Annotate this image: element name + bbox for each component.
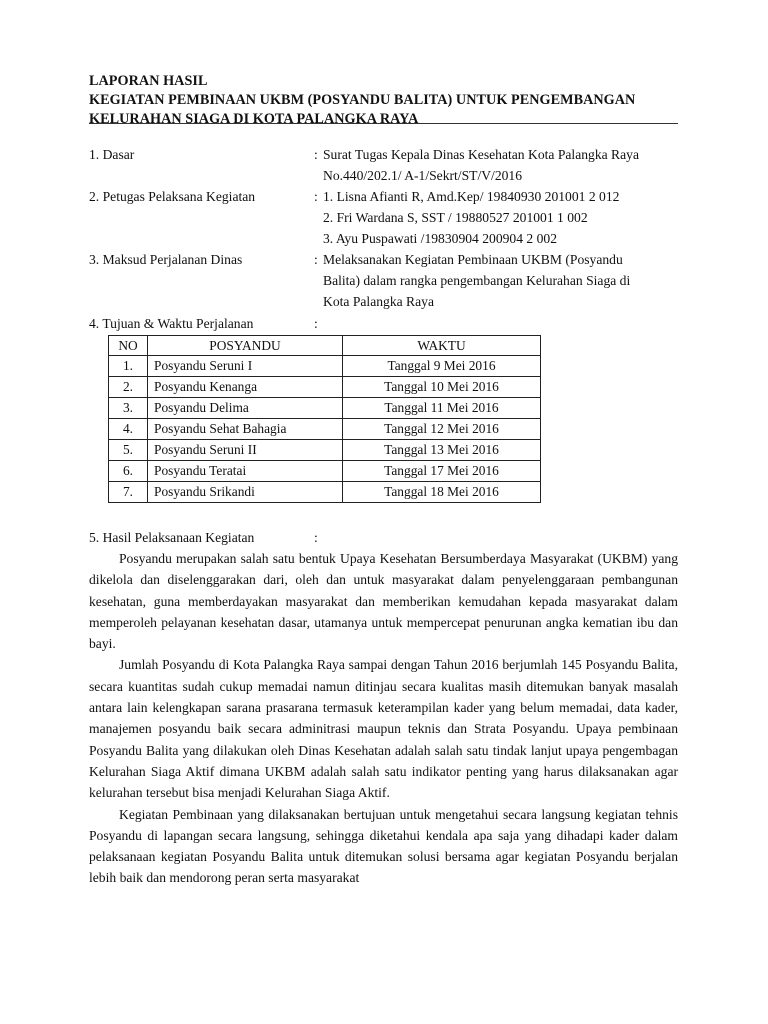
cell-waktu: Tanggal 12 Mei 2016 — [343, 419, 541, 440]
field-label: 4. Tujuan & Waktu Perjalanan — [89, 316, 254, 331]
field-label: 2. Petugas Pelaksana Kegiatan — [89, 189, 256, 204]
paragraph: Kegiatan Pembinaan yang dilaksanakan bertujuan untuk mengetahui secara langsung kegiatan tehnis Posyandu di lapangan secara langsung, sehingga diketahui kendala apa saja yang dihadapi kader dalam pelaksanaan kegiatan Posyandu Balita untuk ditemukan solusi bersama agar kegiatan Posyandu berjalan lebih baik dan mendorong peran serta masyarakat — [89, 806, 678, 886]
header-no: NO — [109, 336, 148, 356]
field-label: 5. Hasil Pelaksanaan Kegiatan — [89, 530, 255, 545]
value-line: Melaksanakan Kegiatan Pembinaan UKBM (Posyandu — [323, 252, 623, 267]
value-line: Kota Palangka Raya — [323, 294, 434, 309]
cell-no: 4. — [109, 419, 148, 440]
value-line: Surat Tugas Kepala Dinas Kesehatan Kota Palangka Raya — [323, 147, 639, 162]
schedule-table — [108, 335, 541, 503]
report-title: LAPORAN HASIL — [89, 73, 208, 89]
report-subtitle-line-2: KELURAHAN SIAGA DI KOTA PALANGKA RAYA — [89, 111, 419, 127]
cell-waktu: Tanggal 11 Mei 2016 — [343, 398, 541, 419]
report-header — [89, 72, 679, 129]
cell-posyandu: Posyandu Seruni I — [148, 356, 343, 377]
header-posyandu: POSYANDU — [148, 336, 343, 356]
field-colon: : — [314, 530, 318, 545]
header-waktu: WAKTU — [343, 336, 541, 356]
table-row — [109, 440, 541, 461]
report-subtitle-line-1: KEGIATAN PEMBINAAN UKBM (POSYANDU BALITA) UNTUK PENGEMBANGAN — [89, 92, 636, 108]
table-row — [109, 419, 541, 440]
field-value — [323, 186, 619, 249]
cell-no: 3. — [109, 398, 148, 419]
field-colon: : — [314, 189, 318, 204]
field-colon: : — [314, 252, 318, 267]
field-label: 3. Maksud Perjalanan Dinas — [89, 252, 243, 267]
paragraph: Jumlah Posyandu di Kota Palangka Raya sampai dengan Tahun 2016 berjumlah 145 Posyandu Balita, secara kuantitas sudah cukup memadai namun ditinjau secara kualitas masih ditemukan banyak masalah antara lain kelengkapan sarana prasarana termasuk keterampilan kader yang belum memadai, data kader, manajemen posyandu baik secara adminitrasi maupun teknis dan Strata Posyandu. Upaya pembinaan Posyandu Balita yang dilakukan oleh Dinas Kesehatan adalah salah satu tindak lanjut upaya pengembagan Kelurahan Siaga Aktif dimana UKBM adalah salah satu indikator penting yang harus dilaksanakan agar kelurahan tersebut bisa menjadi Kelurahan Siaga Aktif. — [89, 657, 678, 801]
cell-waktu: Tanggal 17 Mei 2016 — [343, 461, 541, 482]
cell-posyandu: Posyandu Seruni II — [148, 440, 343, 461]
value-line: No.440/202.1/ A-1/Sekrt/ST/V/2016 — [323, 168, 523, 183]
field-value — [323, 249, 630, 312]
cell-no: 1. — [109, 356, 148, 377]
field-colon: : — [314, 316, 318, 331]
officer-line: 1. Lisna Afianti R, Amd.Kep/ 19840930 201001 2 012 — [323, 189, 620, 204]
table-row — [109, 482, 541, 503]
cell-posyandu: Posyandu Teratai — [148, 461, 343, 482]
table-row — [109, 356, 541, 377]
cell-waktu: Tanggal 10 Mei 2016 — [343, 377, 541, 398]
value-line: Balita) dalam rangka pengembangan Kelurahan Siaga di — [323, 273, 631, 288]
cell-posyandu: Posyandu Sehat Bahagia — [148, 419, 343, 440]
field-colon: : — [314, 147, 318, 162]
table-row — [109, 398, 541, 419]
officer-line: 3. Ayu Puspawati /19830904 200904 2 002 — [323, 231, 558, 246]
table-row — [109, 377, 541, 398]
cell-no: 7. — [109, 482, 148, 503]
header-divider — [89, 123, 678, 124]
field-value — [323, 144, 639, 186]
table-header-row — [109, 336, 541, 356]
officer-line: 2. Fri Wardana S, SST / 19880527 201001 1 002 — [323, 210, 588, 225]
cell-posyandu: Posyandu Srikandi — [148, 482, 343, 503]
cell-waktu: Tanggal 13 Mei 2016 — [343, 440, 541, 461]
paragraph: Posyandu merupakan salah satu bentuk Upaya Kesehatan Bersumberdaya Masyarakat (UKBM) yang dikelola dan diselenggarakan dari, oleh dan untuk masyarakat dalam penyelenggaraan pembangunan kesehatan, guna memberdayakan masyarakat dan memberikan kemudahan kepada masyarakat dalam memperoleh pelayanan kesehatan dasar, utamanya untuk mempercepat penurunan angka kematian ibu dan bayi. — [89, 551, 678, 652]
cell-no: 5. — [109, 440, 148, 461]
cell-posyandu: Posyandu Kenanga — [148, 377, 343, 398]
cell-waktu: Tanggal 18 Mei 2016 — [343, 482, 541, 503]
cell-no: 6. — [109, 461, 148, 482]
cell-waktu: Tanggal 9 Mei 2016 — [343, 356, 541, 377]
cell-no: 2. — [109, 377, 148, 398]
field-label: 1. Dasar — [89, 147, 135, 162]
cell-posyandu: Posyandu Delima — [148, 398, 343, 419]
table-row — [109, 461, 541, 482]
results-body — [89, 548, 678, 889]
